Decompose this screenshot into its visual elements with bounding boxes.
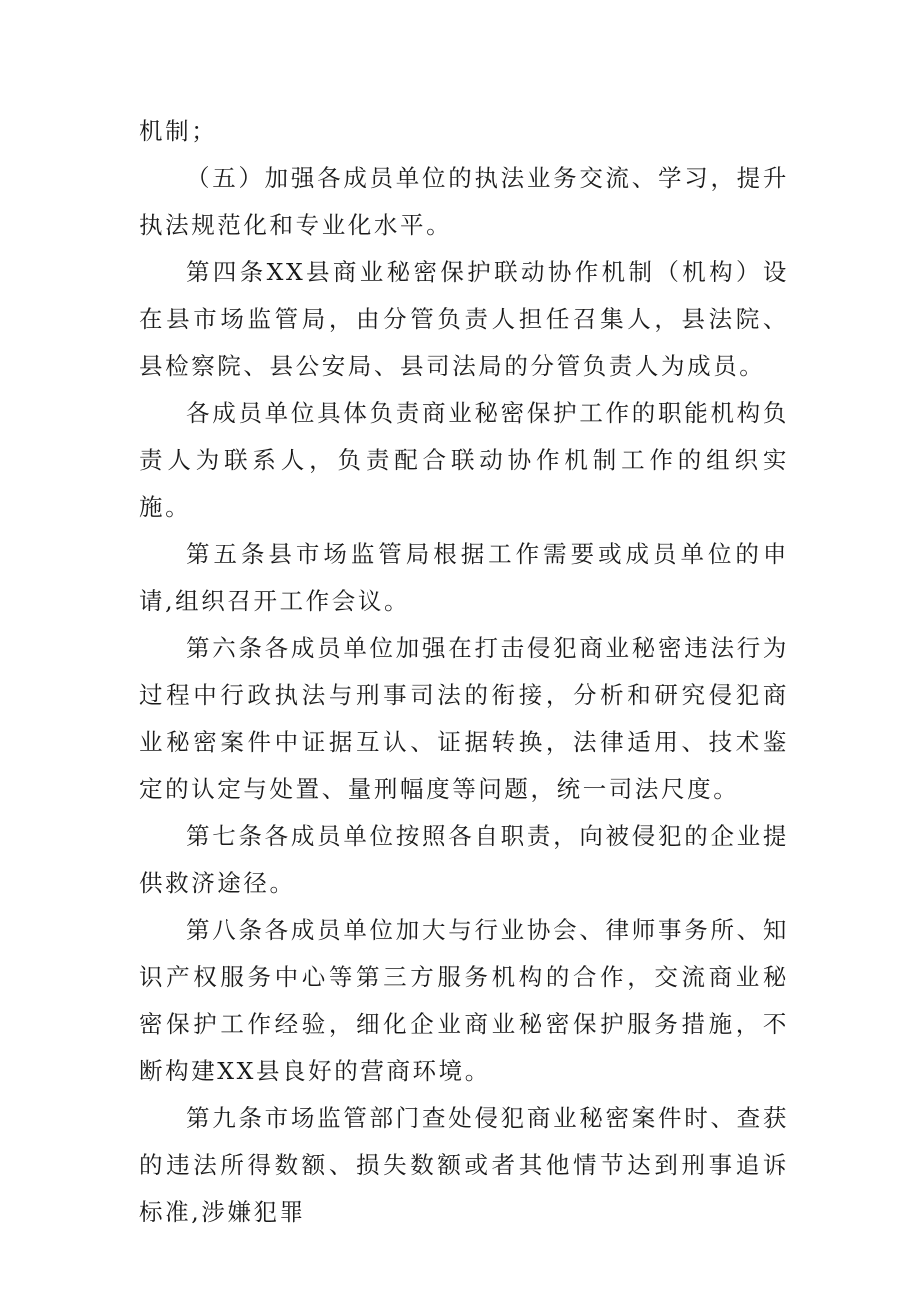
paragraph-article-nine: 第九条市场监管部门查处侵犯商业秘密案件时、查获的违法所得数额、损失数额或者其他情节达到刑事追诉标准,涉嫌犯罪 — [139, 1104, 789, 1226]
paragraph-article-five: 第五条县市场监管局根据工作需要或成员单位的申请,组织召开工作会议。 — [139, 540, 789, 615]
paragraph-article-six: 第六条各成员单位加强在打击侵犯商业秘密违法行为过程中行政执法与刑事司法的衔接，分析和研究侵犯商业秘密案件中证据互认、证据转换，法律适用、技术鉴定的认定与处置、量刑幅度等问题，统一司法尺度。 — [139, 634, 789, 803]
paragraph-article-seven: 第七条各成员单位按照各自职责，向被侵犯的企业提供救济途径。 — [139, 822, 789, 897]
paragraph-article-four: 第四条XX县商业秘密保护联动协作机制（机构）设在县市场监管局，由分管负责人担任召集人，县法院、县检察院、县公安局、县司法局的分管负责人为成员。 — [139, 258, 789, 380]
paragraph-article-eight: 第八条各成员单位加大与行业协会、律师事务所、知识产权服务中心等第三方服务机构的合作，交流商业秘密保护工作经验，细化企业商业秘密保护服务措施，不断构建XX县良好的营商环境。 — [139, 916, 789, 1085]
document-body — [139, 108, 789, 1236]
paragraph-contact-person: 各成员单位具体负责商业秘密保护工作的职能机构负责人为联系人，负责配合联动协作机制工作的组织实施。 — [139, 399, 789, 521]
paragraph-mechanism-end: 机制； — [139, 117, 218, 145]
paragraph-item-five: （五）加强各成员单位的执法业务交流、学习，提升执法规范化和专业化水平。 — [139, 164, 789, 239]
